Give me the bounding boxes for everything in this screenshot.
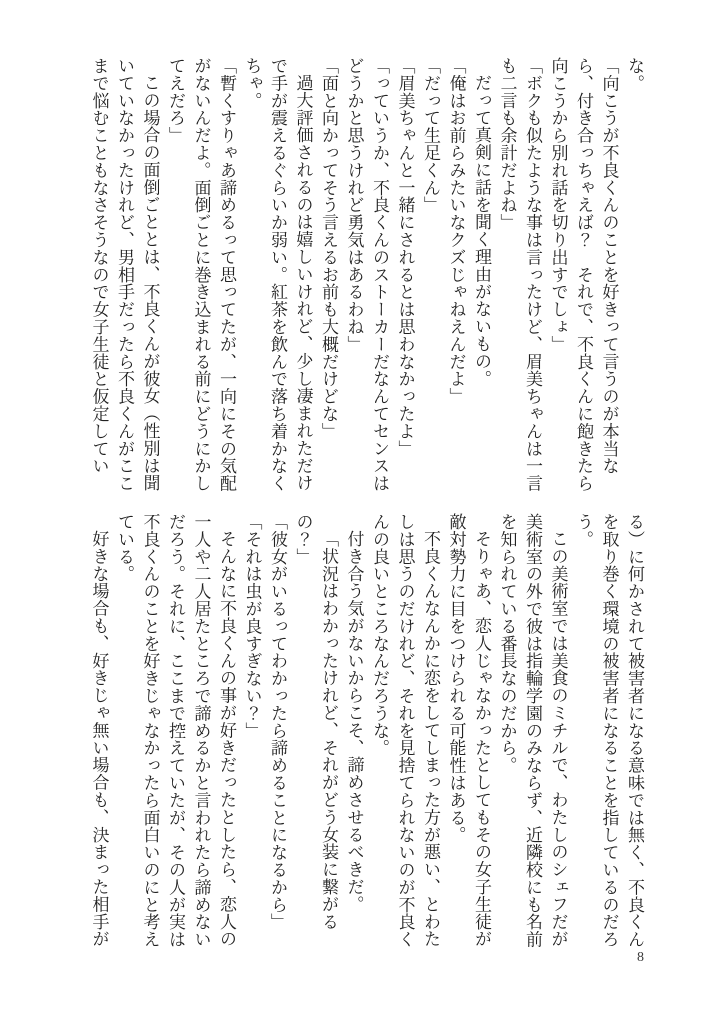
text-line: 美術室の外で彼は指輪学園のみならず、近隣校にも名前 [523,513,542,948]
text-line: 敵対勢力に目をつけられる可能性はある。 [446,513,466,844]
text-line: う。 [574,513,593,548]
text-line: 不良くんなんかに恋をしてしまった方が悪い、とわた [421,530,440,948]
text-line: ちゃ。 [242,57,262,110]
text-line: この美術室では美食のミチルで、わたしのシェフだが [548,530,568,948]
text-block-upper [85,57,647,493]
text-line: を取り巻く環境の被害者になることを指しているのだろ [599,513,619,948]
text-line: を知られている番長なのだから。 [497,513,517,774]
text-line: 好きな場合も、好きじゃ無い場合も、決まった相手が [89,530,109,948]
text-line: 「暫くすりゃあ諦めるって思ってたが、一向にその気配 [217,57,236,492]
text-line: る）に何かされて被害者になる意味では無く、不良くん [625,513,644,948]
text-line: まで悩むこともなさそうなので女子生徒と仮定してい [89,57,109,475]
text-line: 向こうから別れ話を切り出すでしょ」 [548,57,568,353]
text-line: 「向こうが不良くんのことを好きって言うのが本当な [599,57,619,475]
text-line: だって真剣に話を聞く理由がないもの。 [472,74,491,388]
text-line: 「っていうか、不良くんのストーカーだなんてセンスは [370,57,389,492]
text-line: しは思うのだけれど、それを見捨てられないのが不良く [395,513,415,948]
text-line: そんなに不良くんの事が好きだったとしたら、恋人の [217,530,236,948]
text-line: で手が震えるぐらいか弱い。紅茶を飲んで落ち着かなく [268,57,287,492]
text-line: 一人や二人居たところで諦めるかと言われたら諦めない [191,513,211,948]
text-line: だろう。それに、ここまで控えていたが、その人が実は [166,513,185,948]
text-line: この場合の面倒ごととは、不良くんが彼女（性別は聞 [140,74,160,492]
text-line: いていなかったけれど、男相手だったら不良くんがここ [115,57,134,492]
text-line: そりゃあ、恋人じゃなかったとしてもその女子生徒が [472,530,491,948]
text-line: んの良いところなんだろうな。 [370,513,389,757]
text-line: 不良くんのことを好きじゃなかったら面白いのにと考え [140,513,160,948]
text-line: 「ボクも似たような事は言ったけど、眉美ちゃんは一言 [523,57,542,492]
text-line: 「俺はお前らみたいなクズじゃねえんだよ」 [446,57,466,405]
text-line: 過大評価されるのは嬉しいけれど、少し凄まれただけ [293,74,313,492]
text-line: の？」 [293,513,313,566]
text-line: がないんだよ。面倒ごとに巻き込まれる前にどうにかし [191,57,211,492]
text-block-lower [85,513,647,954]
text-line: どうかと思うけれど勇気はあるわね」 [344,57,364,353]
text-line: てえだろ」 [166,57,185,144]
text-line: ら、付き合っちゃえば？ それで、不良くんに飽きたら [574,57,593,492]
text-line: 「眉美ちゃんと一緒にされるとは思わなかったよ」 [395,57,415,458]
text-line: ている。 [115,513,134,583]
page-number: 8 [637,950,644,965]
text-line: 付き合う気がないからこそ、諦めさせるべきだ。 [344,530,364,913]
text-line: も二言も余計だよね」 [497,57,517,231]
text-line: 「面と向かってそう言えるお前も大概だけどな」 [319,57,338,440]
text-line: 「それは虫が良すぎない？」 [242,513,262,740]
text-line: な。 [625,57,644,92]
text-line: 「彼女がいるってわかったら諦めることになるから」 [268,513,287,931]
text-line: 「だって生足くん」 [421,57,440,214]
text-line: 「状況はわかったけれど、それがどう女装に繋がる [319,530,338,931]
